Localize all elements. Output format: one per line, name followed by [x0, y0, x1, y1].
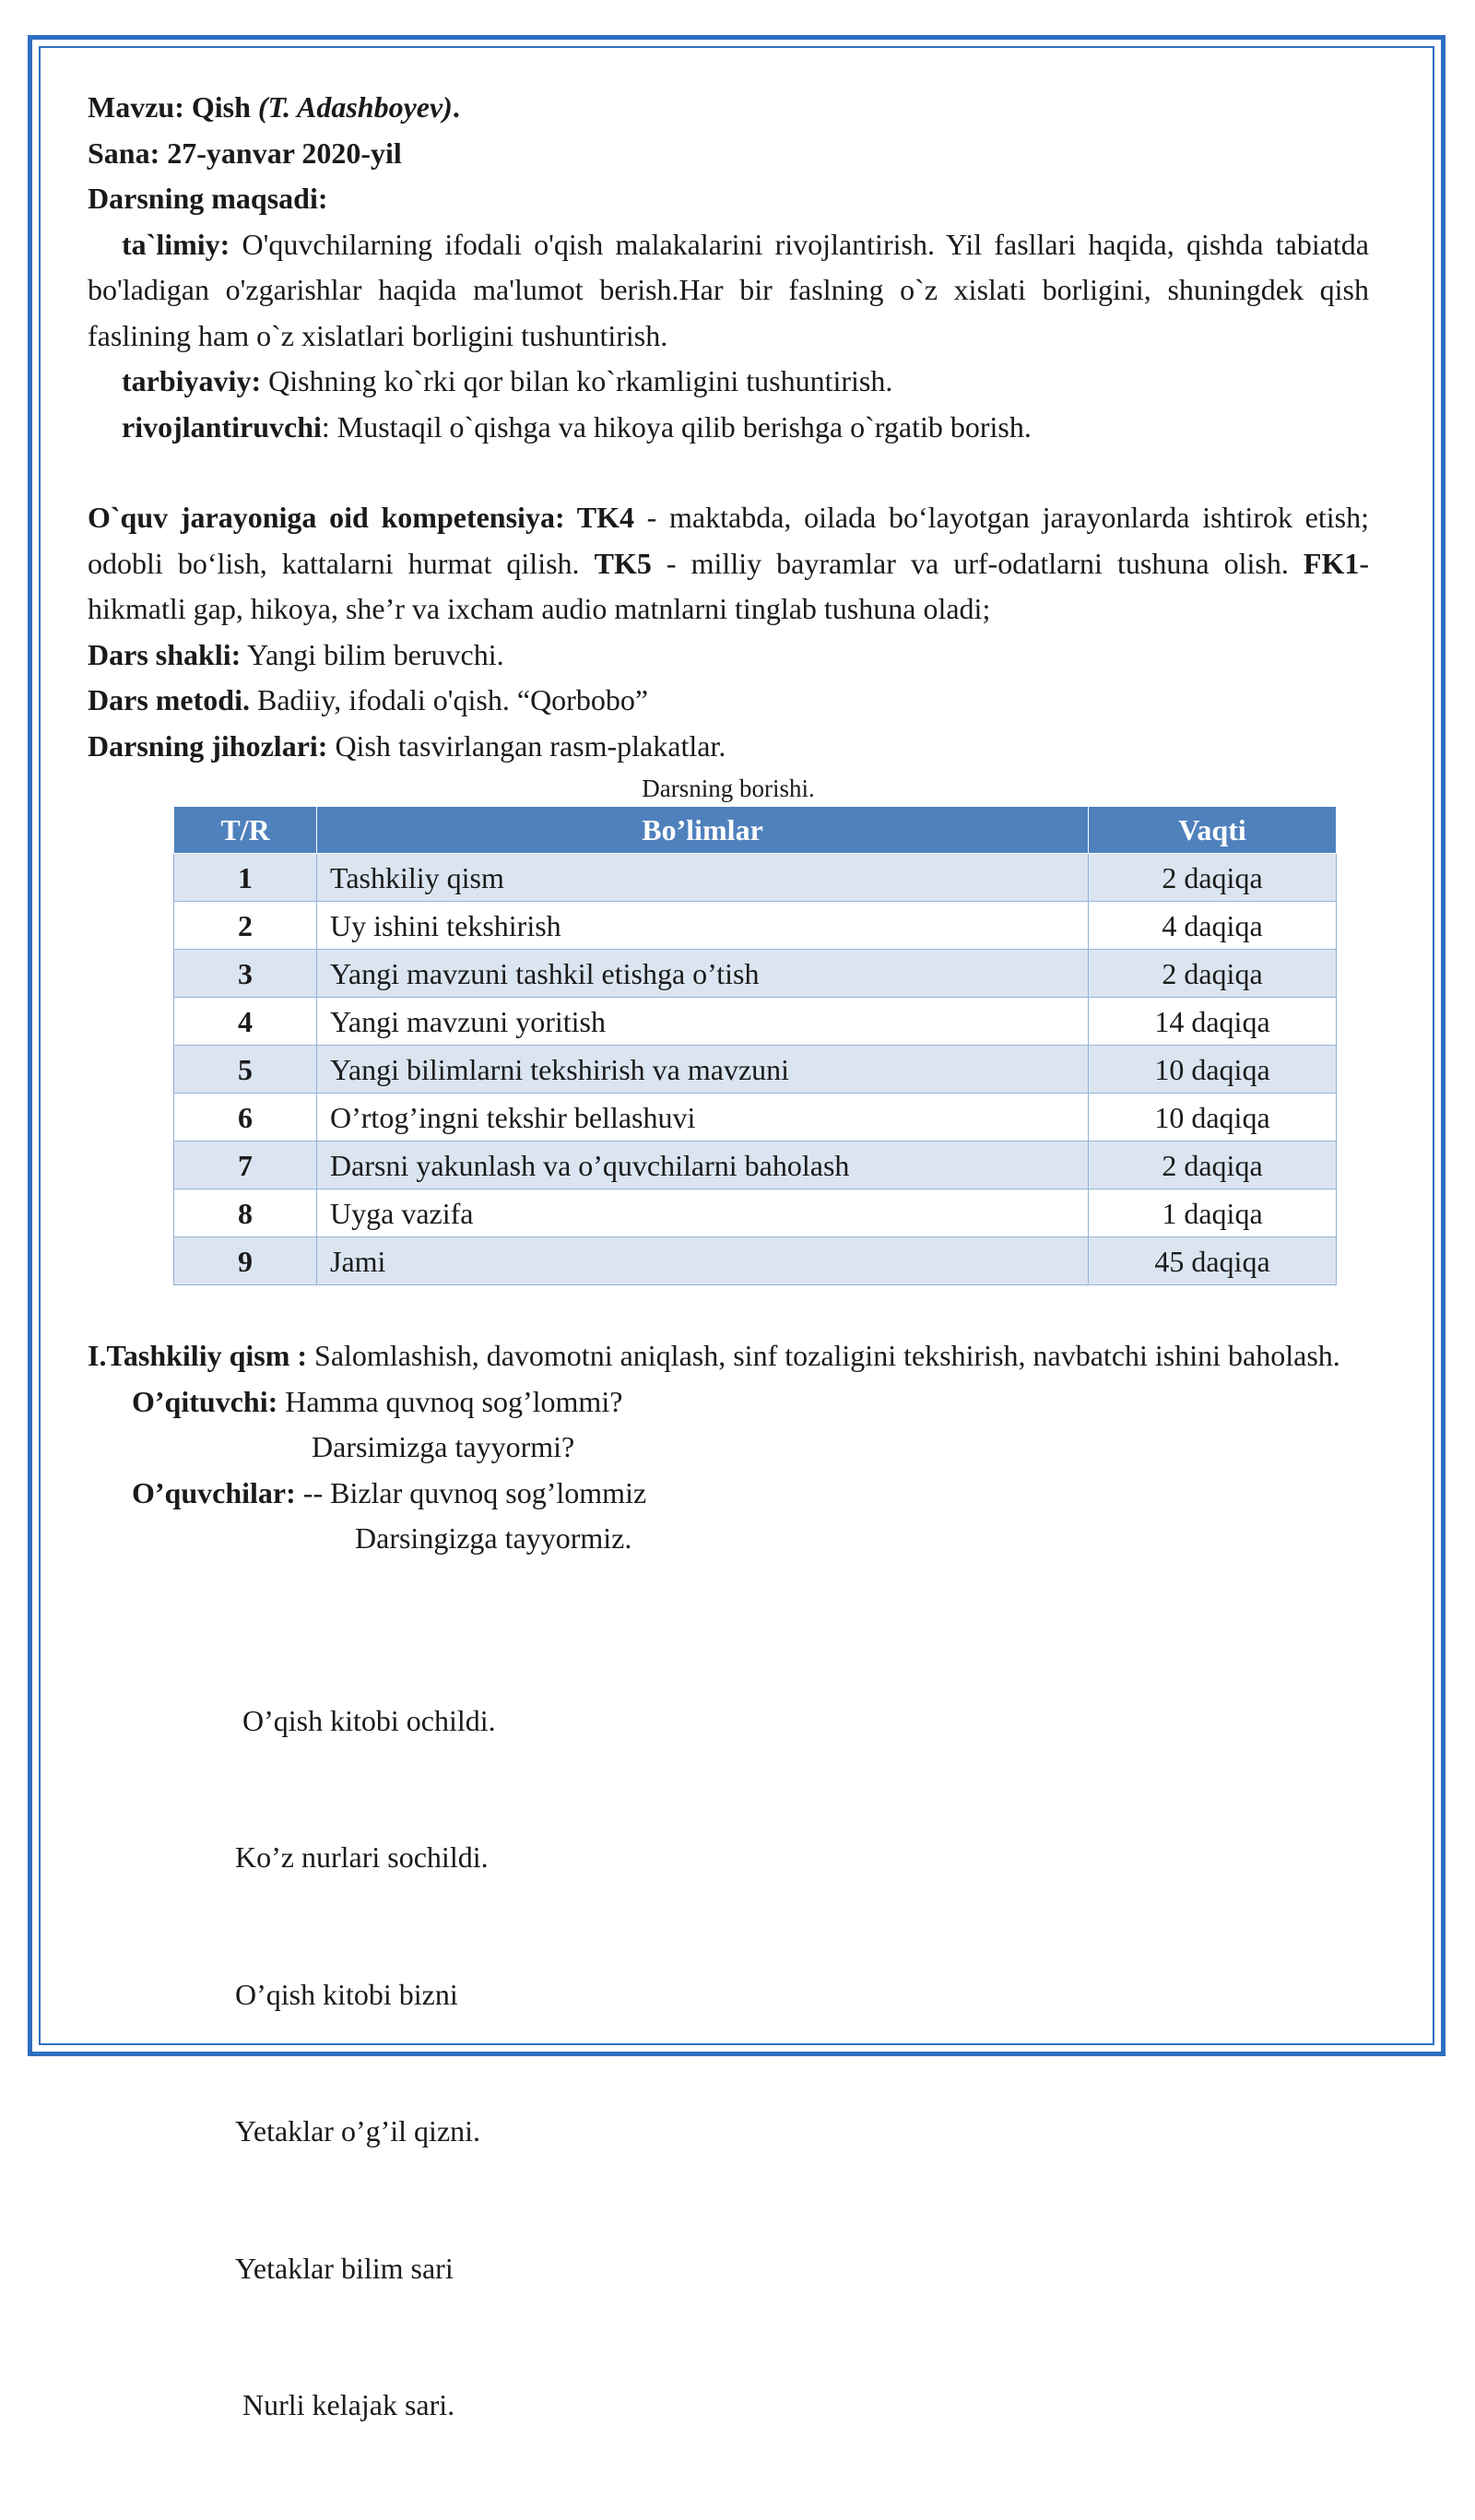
table-row	[174, 1094, 1337, 1142]
educational-goal	[88, 222, 1369, 360]
table-row	[174, 1237, 1337, 1285]
competency-tk5: TK5	[594, 546, 652, 580]
row-time: 10 daqiqa	[1089, 1094, 1337, 1142]
row-time: 1 daqiqa	[1089, 1189, 1337, 1237]
developmental-goal	[88, 405, 1369, 451]
educational-text: O'quvchilarning ifodali o'qish malakalarini rivojlantirish. Yil fasllari haqida, qishda tabiatda bo'ladigan o'zgarishlar haqida ma'lumot berish.Har bir faslning o`z xislati borligini, shuningdek qish faslining ham o`z xislatlari borligini tushuntirish.	[88, 227, 1369, 352]
header-time: Vaqti	[1089, 807, 1337, 854]
row-number: 9	[174, 1237, 317, 1285]
row-number: 1	[174, 854, 317, 902]
topic-end: .	[452, 90, 460, 124]
poem-line: Yetaklar o’g’il qizni.	[235, 2114, 481, 2147]
upbringing-label: tarbiyaviy:	[122, 364, 262, 397]
teacher-label: O’qituvchi:	[132, 1384, 278, 1418]
row-time: 2 daqiqa	[1089, 1142, 1337, 1189]
method-value: Badiiy, ifodali o'qish. “Qorbobo”	[249, 683, 649, 716]
row-number: 8	[174, 1189, 317, 1237]
goal-label: Darsning maqsadi:	[88, 182, 328, 215]
table-row	[174, 998, 1337, 1046]
table-row	[174, 902, 1337, 950]
lesson-method	[88, 678, 1369, 724]
competency-label: O`quv jarayoniga oid kompetensiya: TK4	[88, 501, 634, 534]
topic-label: Mavzu:	[88, 90, 184, 124]
developmental-label: rivojlantiruvchi	[122, 409, 322, 444]
row-section: Uyga vazifa	[317, 1189, 1089, 1237]
row-section: Jami	[317, 1237, 1089, 1285]
table-row	[174, 1189, 1337, 1237]
poem-line: O’qish kitobi bizni	[235, 1977, 458, 2011]
developmental-text: : Mustaqil o`qishga va hikoya qilib berishga o`rgatib borish.	[321, 409, 1032, 444]
row-time: 45 daqiqa	[1089, 1237, 1337, 1285]
row-section: Yangi mavzuni yoritish	[317, 998, 1089, 1046]
row-number: 3	[174, 950, 317, 998]
spacer	[88, 450, 1369, 495]
spacer	[88, 1285, 1369, 1333]
row-section: Darsni yakunlash va o’quvchilarni baholash	[317, 1142, 1089, 1189]
row-time: 4 daqiqa	[1089, 902, 1337, 950]
date-line	[88, 131, 1369, 177]
header-number: T/R	[174, 807, 317, 854]
table-row	[174, 950, 1337, 998]
form-label: Dars shakli:	[88, 637, 242, 671]
students-label: O’quvchilar:	[132, 1475, 296, 1509]
poem-line: Yetaklar bilim sari	[235, 2251, 454, 2285]
row-section: Yangi mavzuni tashkil etishga o’tish	[317, 950, 1089, 998]
row-section: Uy ishini tekshirish	[317, 902, 1089, 950]
date-label: Sana:	[88, 136, 160, 170]
method-label: Dars metodi.	[88, 683, 250, 716]
competency-text2: - milliy bayramlar va urf-odatlarni tushuna olish.	[651, 546, 1304, 580]
poem-line: Ko’z nurlari sochildi.	[235, 1840, 489, 1874]
row-number: 4	[174, 998, 317, 1046]
upbringing-goal	[88, 359, 1369, 405]
table-row	[174, 1046, 1337, 1094]
spacer	[88, 1562, 1369, 1607]
poem-line: Nurli kelajak sari.	[235, 2388, 455, 2421]
teacher-line	[88, 1379, 1369, 1426]
row-time: 10 daqiqa	[1089, 1046, 1337, 1094]
students-line-2: Darsingizga tayyormiz.	[355, 1521, 632, 1555]
table-row	[174, 854, 1337, 902]
competency-text1: - maktabda, oilada bo‘layotgan jarayonlarda ishtirok etish; odobli bo‘lish, kattalarni hurmat qilish.	[88, 501, 1370, 580]
organization-label: I.Tashkiliy qism :	[88, 1339, 308, 1372]
row-time: 2 daqiqa	[1089, 950, 1337, 998]
row-number: 5	[174, 1046, 317, 1094]
poem	[88, 1607, 1369, 2520]
lesson-schedule-table	[173, 806, 1337, 1285]
row-number: 7	[174, 1142, 317, 1189]
row-section: Yangi bilimlarni tekshirish va mavzuni	[317, 1046, 1089, 1094]
teacher-line1: Hamma quvnoq sog’lommi?	[277, 1384, 623, 1418]
lesson-equipment	[88, 724, 1369, 770]
students-line1: -- Bizlar quvnoq sog’lommiz	[295, 1475, 647, 1509]
row-time: 2 daqiqa	[1089, 854, 1337, 902]
table-row	[174, 1142, 1337, 1189]
row-section: O’rtog’ingni tekshir bellashuvi	[317, 1094, 1089, 1142]
row-number: 2	[174, 902, 317, 950]
table-caption: Darsning borishi.	[642, 775, 815, 802]
competency-text3: -hikmatli gap, hikoya, she’r va ixcham audio matnlarni tinglab tushuna oladi;	[88, 546, 1370, 625]
topic-author: (T. Adashboyev)	[257, 90, 453, 124]
document-body	[88, 85, 1369, 2520]
date-value: 27-yanvar 2020-yil	[159, 136, 402, 170]
equipment-value: Qish tasvirlangan rasm-plakatlar.	[327, 728, 726, 763]
competency-fk1: FK1	[1303, 546, 1360, 580]
topic-line	[88, 85, 1369, 131]
poem-line: O’qish kitobi ochildi.	[235, 1703, 496, 1737]
competency-paragraph	[88, 495, 1369, 633]
organization-text: Salomlashish, davomotni aniqlash, sinf tozaligini tekshirish, navbatchi ishini baholash.	[307, 1339, 1340, 1372]
upbringing-text: Qishning ko`rki qor bilan ko`rkamligini tushuntirish.	[261, 364, 893, 397]
organization-paragraph	[88, 1333, 1369, 1379]
row-section: Tashkiliy qism	[317, 854, 1089, 902]
header-sections: Bo’limlar	[317, 807, 1089, 854]
goal-heading	[88, 176, 1369, 222]
students-line	[88, 1471, 1369, 1517]
equipment-label: Darsning jihozlari:	[88, 728, 328, 763]
teacher-line-2: Darsimizga tayyormi?	[312, 1430, 575, 1463]
row-number: 6	[174, 1094, 317, 1142]
lesson-form	[88, 633, 1369, 679]
form-value: Yangi bilim beruvchi.	[241, 637, 504, 671]
topic-value: Qish	[183, 90, 258, 124]
table-header-row	[174, 807, 1337, 854]
row-time: 14 daqiqa	[1089, 998, 1337, 1046]
educational-label: ta`limiy:	[122, 227, 230, 261]
